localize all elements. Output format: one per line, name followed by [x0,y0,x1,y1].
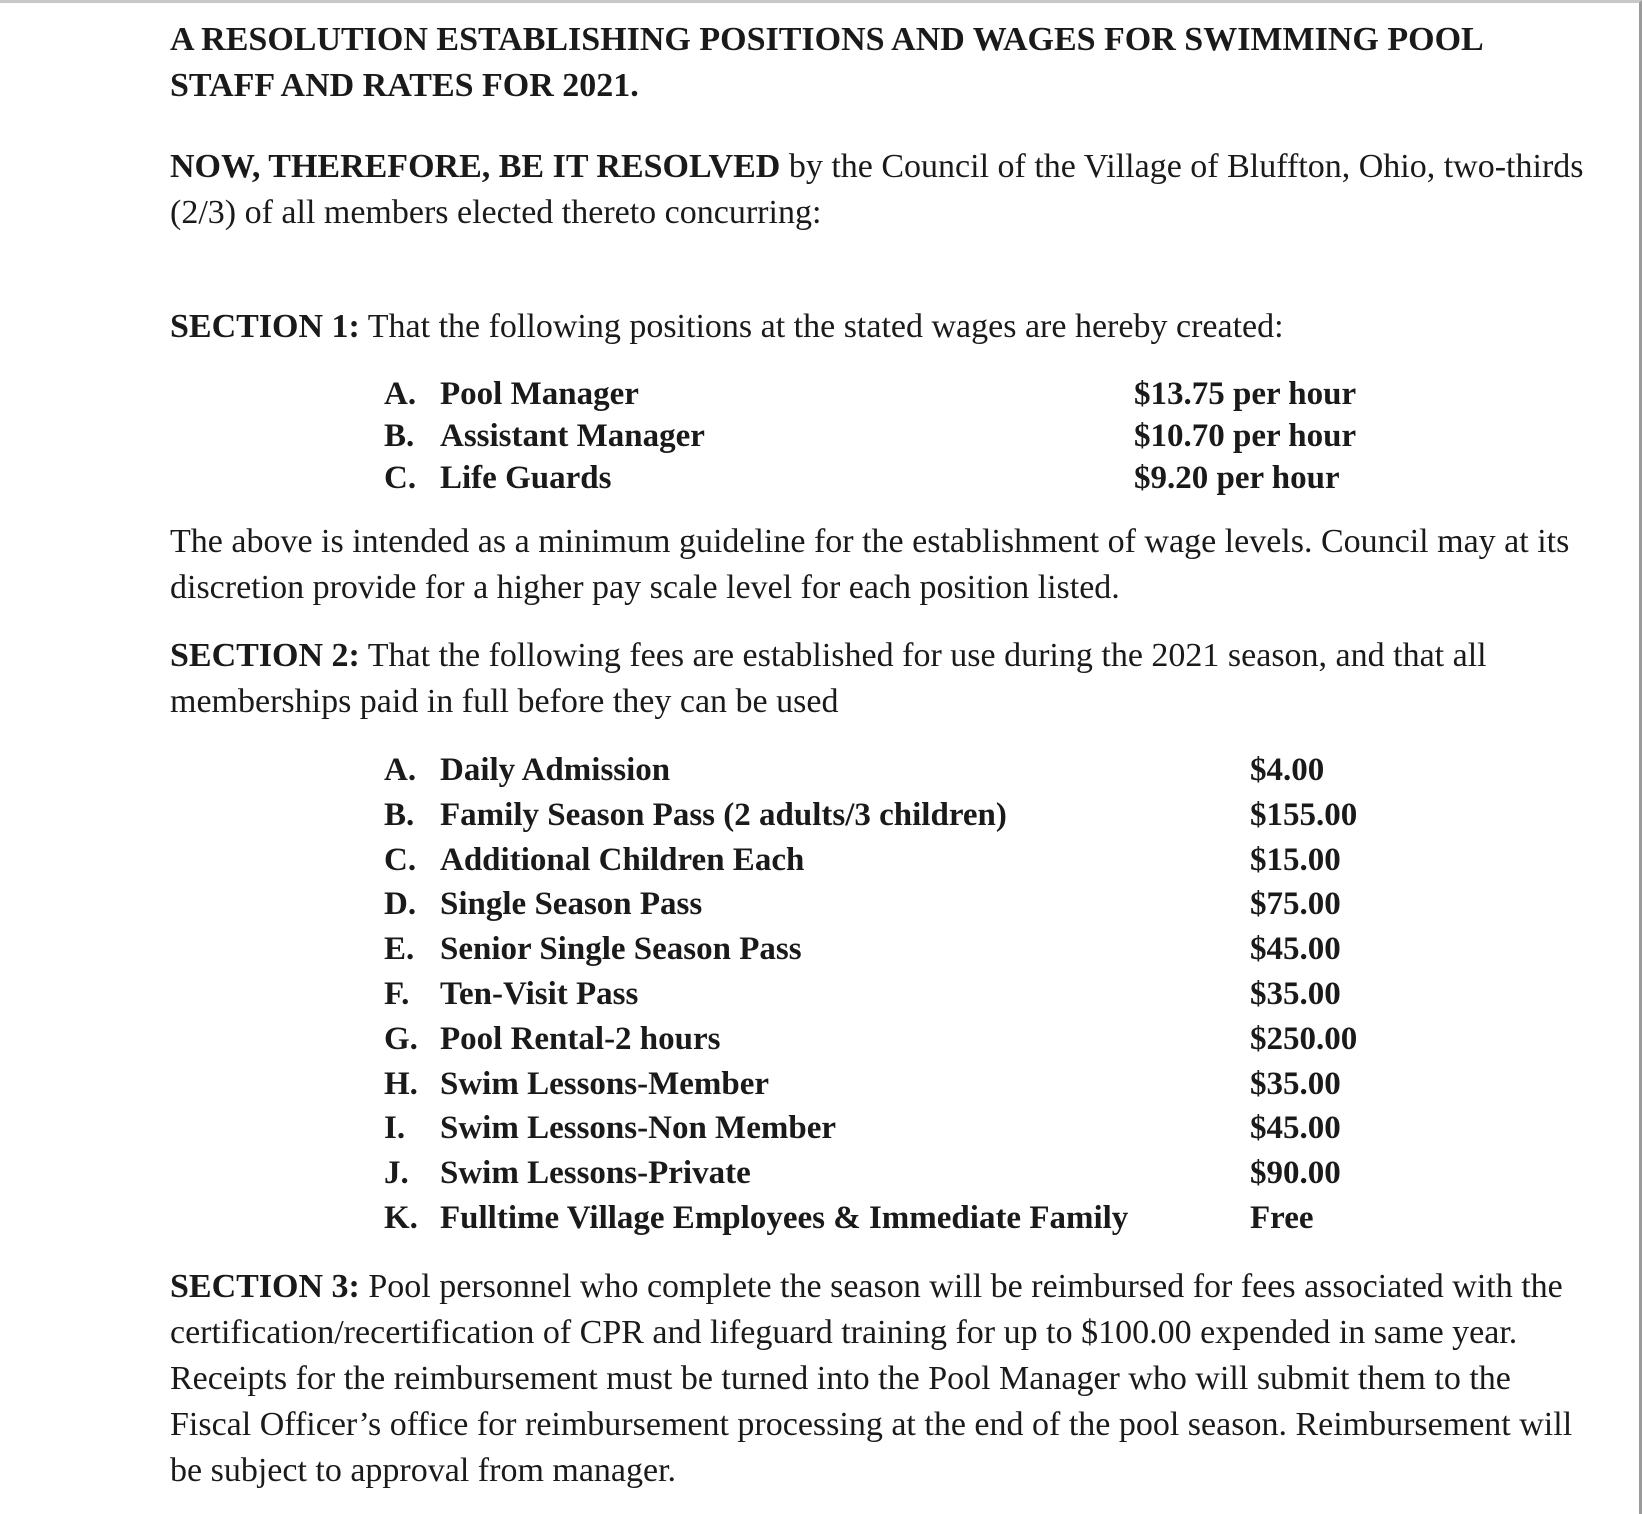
fee-row [384,972,1341,1017]
fee-row [384,1151,1341,1196]
fee-letter: C. [384,841,417,878]
fee-item: Swim Lessons-Member [440,1065,770,1102]
fee-letter: B. [384,796,415,833]
position-wage: $13.75 per hour [1134,376,1357,412]
fee-item: Pool Rental-2 hours [440,1020,721,1057]
fee-item: Senior Single Season Pass [440,931,802,968]
fee-amount: $45.00 [1250,1110,1341,1147]
fee-letter: E. [384,931,415,968]
fee-letter: J. [384,1155,409,1192]
fee-letter: H. [384,1065,418,1102]
section-2-intro [170,633,1590,725]
fees-list [384,748,1358,1241]
fee-letter: K. [384,1199,418,1236]
position-row [384,373,1357,415]
section-1-heading: SECTION 1: [170,308,360,345]
fee-amount: $75.00 [1250,886,1341,923]
fee-item: Swim Lessons-Non Member [440,1110,836,1147]
fee-row [384,1062,1341,1107]
positions-list [384,373,1357,499]
fee-row [384,1196,1314,1241]
fee-row [384,838,1341,883]
fee-item: Fulltime Village Employees & Immediate Family [440,1199,1129,1236]
fee-letter: A. [384,752,417,788]
preamble-lead: NOW, THEREFORE, BE IT RESOLVED [170,148,781,185]
position-row [384,457,1340,499]
fee-amount: $4.00 [1250,752,1325,788]
section-2-text: That the following fees are established for use during the 2021 season, and that all memberships paid in full before they can be used [170,637,1487,720]
position-letter: B. [384,418,415,454]
fee-amount: $155.00 [1250,796,1358,833]
preamble-text: by the Council of the Village of Bluffton, Ohio, two-thirds (2/3) of all members elected thereto concurring: [170,148,1584,231]
preamble-paragraph [170,144,1590,236]
position-wage: $10.70 per hour [1134,418,1357,454]
position-row [384,415,1357,457]
section-3-text: Pool personnel who complete the season will be reimbursed for fees associated with the certification/recertification of CPR and lifeguard training for up to $100.00 expended in same year. Receipts for the reimbursement must be turned into the Pool Manager who will submit them to the Fiscal Officer’s office for reimbursement processing at the end of the pool season. Reimbursement will be subject to approval from manager. [170,1268,1573,1489]
fee-letter: D. [384,886,417,923]
position-title: Assistant Manager [440,418,705,454]
fee-letter: I. [384,1110,406,1147]
fee-amount: $90.00 [1250,1155,1341,1192]
fee-letter: G. [384,1020,418,1057]
fee-letter: F. [384,975,410,1012]
fee-amount: $250.00 [1250,1020,1358,1057]
fee-row [384,882,1341,927]
fee-item: Daily Admission [440,752,671,788]
fee-amount: Free [1250,1199,1314,1236]
fee-row [384,1106,1341,1151]
position-wage: $9.20 per hour [1134,460,1340,496]
section-3-heading: SECTION 3: [170,1268,360,1305]
section-1-intro [170,304,1590,350]
fee-item: Additional Children Each [440,841,805,878]
fee-item: Ten-Visit Pass [440,975,639,1012]
wage-guideline-note: The above is intended as a minimum guideline for the establishment of wage levels. Council may at its discretion provide for a higher pay scale level for each position listed. [170,523,1570,606]
fee-amount: $35.00 [1250,975,1341,1012]
position-letter: C. [384,460,417,496]
resolution-title: A RESOLUTION ESTABLISHING POSITIONS AND WAGES FOR SWIMMING POOL STAFF AND RATES FOR 2021. [170,21,1482,104]
fee-row [384,927,1341,972]
section-3-paragraph [170,1264,1590,1494]
position-letter: A. [384,376,417,412]
fee-row [384,793,1358,838]
section-2-heading: SECTION 2: [170,637,360,674]
fee-item: Family Season Pass (2 adults/3 children) [440,796,1007,833]
fee-amount: $35.00 [1250,1065,1341,1102]
fee-item: Swim Lessons-Private [440,1155,751,1192]
fee-item: Single Season Pass [440,886,703,923]
fee-amount: $45.00 [1250,931,1341,968]
fee-amount: $15.00 [1250,841,1341,878]
position-title: Pool Manager [440,376,639,412]
fee-row [384,748,1325,793]
position-title: Life Guards [440,460,612,496]
fee-row [384,1017,1358,1062]
section-1-text: That the following positions at the stated wages are hereby created: [359,308,1284,345]
